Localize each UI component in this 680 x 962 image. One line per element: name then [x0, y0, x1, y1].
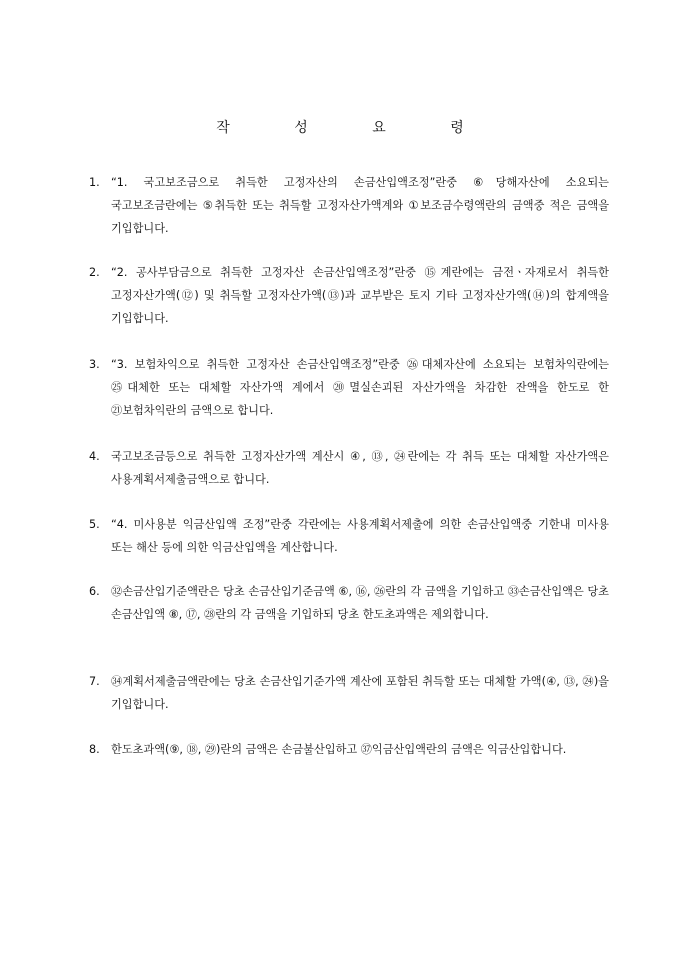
item-number: 3. — [89, 358, 100, 371]
item-text: ㉞계획서제출금액란에는 당초 손금산입기준가액 계산에 포함된 취득할 또는 대체할 가액(④, ⑬, ㉔)을 기입합니다. — [111, 675, 609, 711]
instruction-item-4 — [89, 445, 609, 491]
item-number: 2. — [89, 266, 100, 279]
instruction-item-1 — [89, 171, 609, 240]
item-text: “1. 국고보조금으로 취득한 고정자산의 손금산입액조정”란중 ⑥당해자산에 소요되는 국고보조금란에는 ⑤취득한 또는 취득할 고정자산가액계와 ①보조금수령액란의 금액중 적은 금액을 기입합니다. — [111, 176, 609, 235]
instruction-item-6 — [89, 580, 609, 626]
instruction-item-5 — [89, 513, 609, 559]
item-number: 6. — [89, 585, 100, 598]
item-number: 5. — [89, 518, 100, 531]
instruction-item-8 — [89, 738, 609, 761]
instruction-item-7 — [89, 670, 609, 716]
instruction-item-2 — [89, 261, 609, 330]
item-text: “3. 보험차익으로 취득한 고정자산 손금산입액조정”란중 ㉖대체자산에 소요되는 보험차익란에는 ㉕대체한 또는 대체할 자산가액 계에서 ⑳멸실손괴된 자산가액을 차감한 잔액을 한도로 한 ㉑보험차익란의 금액으로 합니다. — [111, 358, 609, 417]
page-title: 작 성 요 령 — [216, 120, 494, 136]
instruction-item-3 — [89, 353, 609, 422]
item-number: 4. — [89, 450, 100, 463]
item-text: 한도초과액(⑨, ⑱, ㉙)란의 금액은 손금불산입하고 ㊲익금산입액란의 금액은 익금산입합니다. — [111, 743, 567, 756]
item-text: ㉜손금산입기준액란은 당초 손금산입기준금액 ⑥, ⑯, ㉖란의 각 금액을 기입하고 ㉝손금산입액은 당초 손금산입액 ⑧, ⑰, ㉘란의 각 금액을 기입하되 당초 한도초과액은 제외합니다. — [111, 585, 609, 621]
item-text: “4. 미사용분 익금산입액 조정”란중 각란에는 사용계획서제출에 의한 손금산입액중 기한내 미사용 또는 해산 등에 의한 익금산입액을 계산합니다. — [111, 518, 609, 554]
item-text: “2. 공사부담금으로 취득한 고정자산 손금산입액조정”란중 ⑮계란에는 금전ㆍ자재로서 취득한 고정자산가액(⑫) 및 취득할 고정자산가액(⑬)과 교부받은 토지 기타 고정자산가액(⑭)의 합계액을 기입합니다. — [111, 266, 609, 325]
item-number: 7. — [89, 675, 100, 688]
item-number: 8. — [89, 743, 100, 756]
item-number: 1. — [89, 176, 100, 189]
item-text: 국고보조금등으로 취득한 고정자산가액 계산시 ④, ⑬, ㉔란에는 각 취득 또는 대체할 자산가액은 사용계획서제출금액으로 합니다. — [111, 450, 609, 486]
